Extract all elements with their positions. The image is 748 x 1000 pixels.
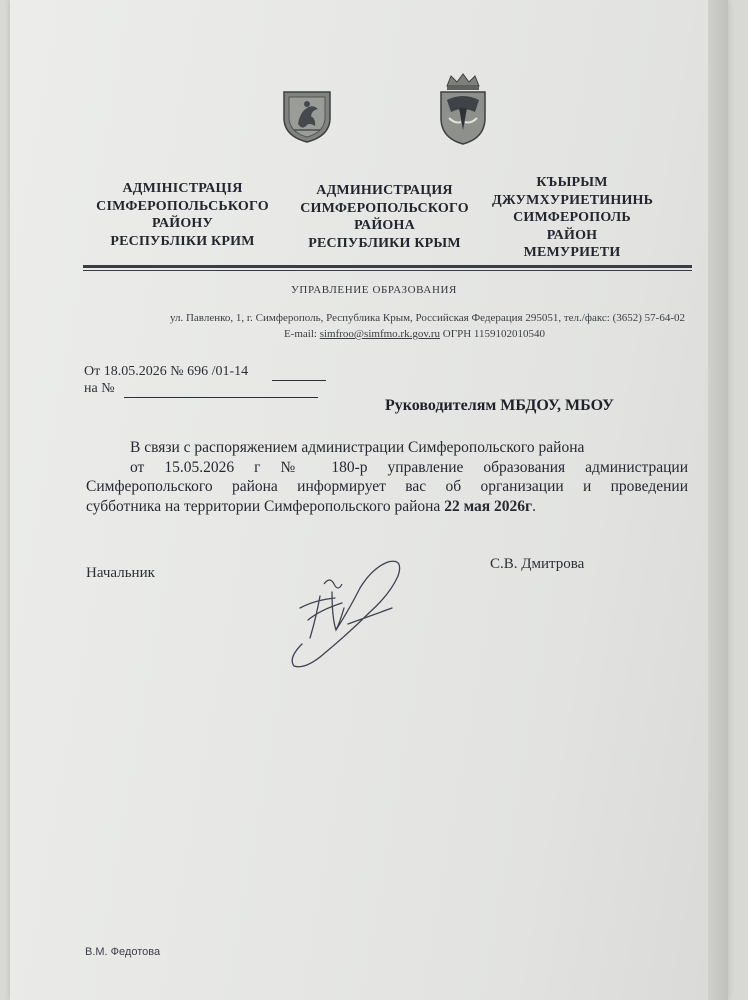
header-crimean-tatar — [492, 174, 652, 262]
body-line-2: от 15.05.2026 г № 180-р управление образования администрации — [130, 459, 688, 476]
header-crh-line: СИМФЕРОПОЛЬ — [513, 210, 631, 225]
executor-name: В.М. Федотова — [85, 946, 161, 958]
header-rus-line: АДМИНИСТРАЦИЯ — [316, 183, 453, 198]
header-crh-line: ДЖУМХУРИЕТИНИНЬ — [492, 192, 654, 208]
header-ukr-line: РЕСПУБЛІКИ КРИМ — [110, 233, 255, 249]
ogrn-text: ОГРН 1159102010540 — [440, 328, 545, 340]
header-divider-thin — [83, 270, 692, 271]
handwritten-signature — [280, 548, 420, 678]
body-line-4 — [86, 497, 688, 517]
simferopol-district-coat-of-arms-icon — [435, 72, 491, 146]
body-line-4-text: субботника на территории Симферопольского района — [86, 498, 445, 515]
body-line-3: Симферопольского района информирует вас об организации и проведении — [86, 478, 688, 495]
outgoing-reference: От 18.05.2026 № 696 /01-14 — [84, 364, 249, 379]
header-divider-thick — [83, 265, 692, 268]
email-link[interactable]: simfroo@simfmo.rk.gov.ru — [319, 328, 441, 340]
outgoing-reference-underline — [272, 380, 326, 381]
header-russian — [292, 182, 477, 252]
header-crh-line: РАЙОН — [546, 227, 598, 243]
body-line-4-end: . — [532, 498, 536, 515]
body-line-1: В связи с распоряжением администрации Симферопольского района — [130, 439, 585, 456]
header-crh-line: МЕМУРИЕТИ — [523, 245, 621, 260]
header-rus-line: СИМФЕРОПОЛЬСКОГО — [300, 200, 469, 216]
incoming-reference-underline — [124, 397, 318, 398]
email-label: E-mail: — [283, 328, 320, 340]
page-edge-shadow — [708, 0, 728, 1000]
address-line: ул. Павленко, 1, г. Симферополь, Республика Крым, Российская Федерация 295051, тел./факс: (3652) 57-64-02 — [169, 312, 685, 324]
addressee: Руководителям МБДОУ, МБОУ — [385, 397, 614, 414]
header-crh-line: КЪЫРЫМ — [536, 175, 608, 190]
incoming-reference-label: на № — [84, 381, 115, 396]
event-date: 22 мая 2026г — [444, 498, 533, 515]
department-title: УПРАВЛЕНИЕ ОБРАЗОВАНИЯ — [291, 284, 457, 296]
header-rus-line: РЕСПУБЛИКИ КРЫМ — [308, 235, 461, 251]
header-ukr-line: СІМФЕРОПОЛЬСЬКОГО — [96, 198, 269, 214]
crimea-coat-of-arms-icon — [280, 86, 334, 144]
signatory-title: Начальник — [86, 565, 155, 581]
header-ukr-line: РАЙОНУ — [151, 216, 213, 231]
header-ukrainian — [90, 180, 275, 250]
header-rus-line: РАЙОНА — [354, 218, 415, 233]
contacts-line — [85, 328, 545, 340]
signatory-name: С.В. Дмитрова — [490, 556, 585, 572]
header-ukr-line: АДМІНІСТРАЦІЯ — [122, 181, 243, 196]
